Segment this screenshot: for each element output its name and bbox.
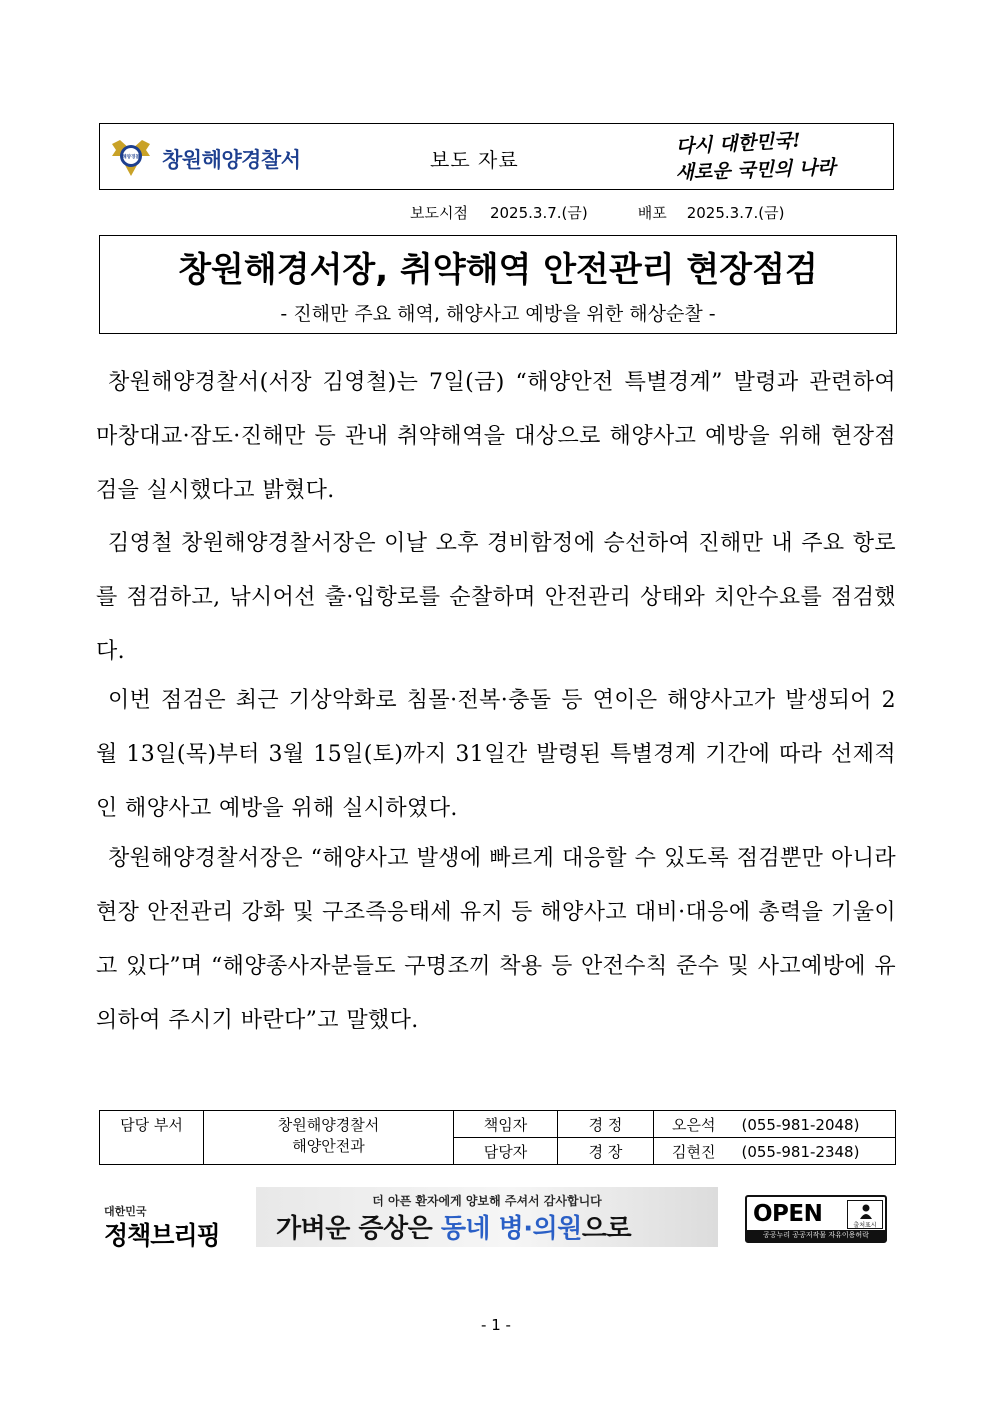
header-box [99,123,894,190]
open-text: OPEN [753,1201,823,1227]
dept-name: 창원해양경찰서 해양안전과 [204,1111,454,1165]
campaign-banner[interactable] [256,1187,718,1247]
page-number: - 1 - [481,1316,511,1334]
org-name: 창원해양경찰서 [162,148,301,172]
body-paragraph: 창원해양경찰서(서장 김영철)는 7일(금) “해양안전 특별경계” 발령과 관련하여 마창대교·잠도·진해만 등 관내 취약해역을 대상으로 해양사고 예방을 위해 현장점검을 실시했다고 밝혔다. [96,370,896,503]
body-paragraph: 김영철 창원해양경찰서장은 이날 오후 경비함정에 승선하여 진해만 내 주요 항로를 점검하고, 낚시어선 출·입항로를 순찰하며 안전관리 상태와 치안수요를 점검했다. [96,531,896,664]
distribution-date: 2025.3.7.(금) [686,204,785,222]
policy-briefing-logo[interactable] [104,1203,220,1250]
release-type: 보도 자료 [430,148,519,172]
release-label: 보도시점 [410,204,468,222]
slogan-line-2: 새로운 국민의 나라 [675,156,836,184]
banner-main-text: 가벼운 증상은 동네 병·의원으로 [276,1214,632,1244]
attribution-badge-icon [847,1200,883,1229]
contact-role: 담당자 [454,1138,558,1165]
open-license-logo[interactable] [745,1195,887,1243]
body-paragraph: 창원해양경찰서장은 “해양사고 발생에 빠르게 대응할 수 있도록 점검뿐만 아니라 현장 안전관리 강화 및 구조즉응태세 유지 등 해양사고 대비·대응에 총력을 기울이고 있다”며 “해양종사자분들도 구명조끼 착용 등 안전수칙 준수 및 사고예방에 유의하여 주시기 바란다”고 말했다. [96,846,896,1033]
briefing-small-text: 대한민국 [104,1205,147,1218]
emblem-text: 해양경찰 [122,155,140,160]
body-paragraph: 이번 점검은 최근 기상악화로 침몰·전복·충돌 등 연이은 해양사고가 발생되어 2월 13일(목)부터 3월 15일(토)까지 31일간 발령된 특별경계 기간에 따라 선제적인 해양사고 예방을 위해 실시하였다. [96,688,896,821]
contact-rank: 경 정 [558,1111,654,1138]
distribution-label: 배포 [637,204,667,222]
contact-role: 책임자 [454,1111,558,1138]
page-title: 창원해경서장, 취약해역 안전관리 현장점검 [178,250,818,290]
person-icon [858,1203,874,1219]
attribution-label: 출처표시 [853,1222,877,1229]
release-date: 2025.3.7.(금) [489,204,588,222]
page-subtitle: - 진해만 주요 해역, 해양사고 예방을 위한 해상순찰 - [280,303,716,325]
briefing-big-text: 정책브리핑 [104,1221,220,1250]
contact-name-phone: 오은석 (055-981-2048) [654,1111,896,1138]
slogan [675,129,885,184]
title-box [99,235,897,334]
release-dates [410,202,784,223]
coast-guard-emblem-icon [110,136,152,178]
dept-label: 담당 부서 [100,1111,204,1165]
contact-name-phone: 김현진 (055-981-2348) [654,1138,896,1165]
table-row [100,1111,896,1138]
slogan-line-1: 다시 대한민국! [675,129,802,158]
open-footer-text: 공공누리 공공저작물 자유이용허락 [747,1230,885,1241]
contact-table [99,1110,896,1165]
banner-top-text: 더 아픈 환자에게 양보해 주셔서 감사합니다 [372,1194,602,1208]
contact-rank: 경 장 [558,1138,654,1165]
